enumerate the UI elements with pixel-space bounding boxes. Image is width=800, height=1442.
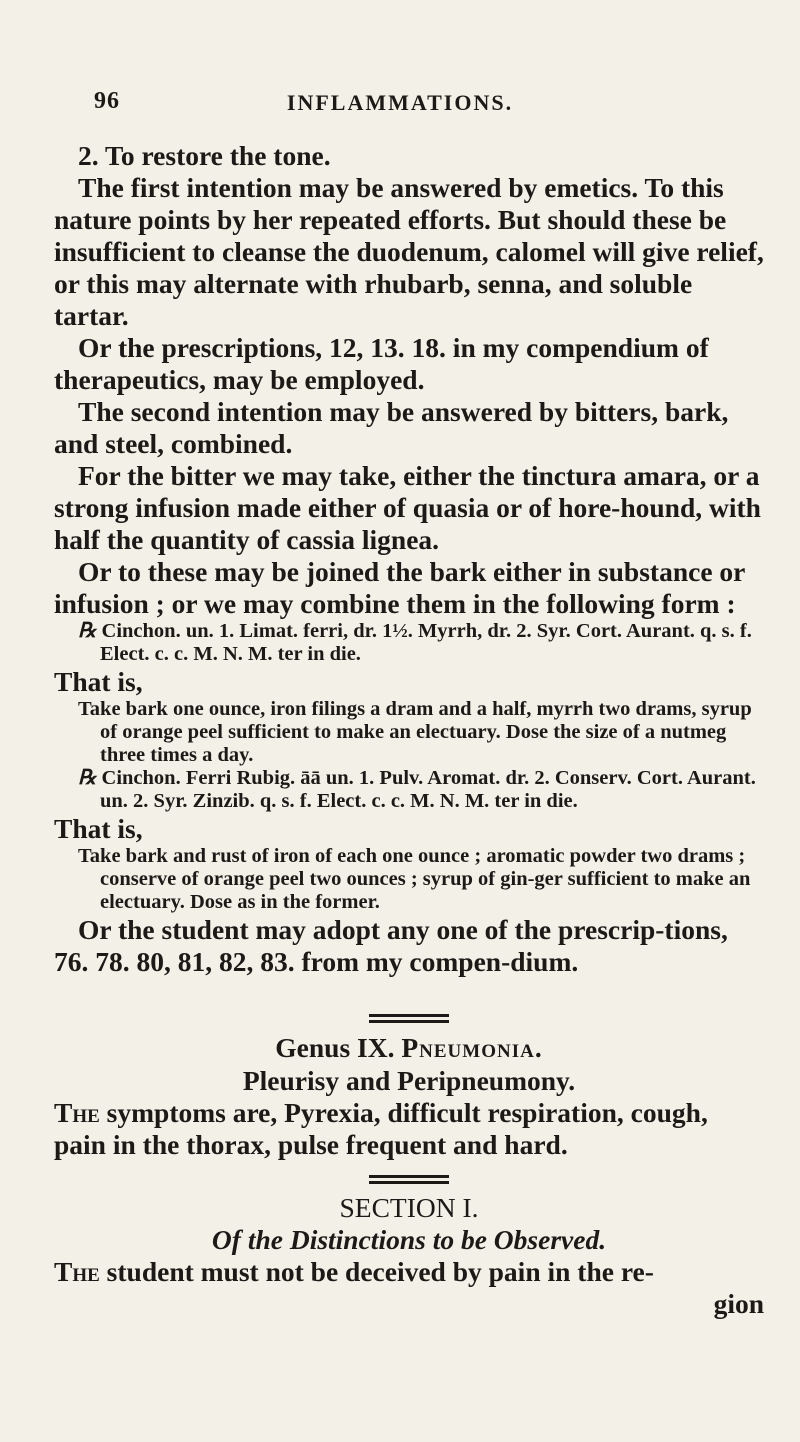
section-title: SECTION I. (339, 1192, 479, 1223)
that-is-label: That is, (54, 813, 143, 844)
genus-subtitle: Pleurisy and Peripneumony. (242, 1065, 576, 1096)
paragraph-prescriptions: Or the prescriptions, 12, 13. 18. in my compendium of therapeutics, may be employed. (54, 332, 709, 395)
paragraph-first-intention: The first intention may be answered by emetics. To this nature points by her repeated efforts. But should these be insufficient to cleanse the duodenum, calomel will give relief, or this may alternate with rhubarb, senna, and soluble tartar. (54, 172, 764, 331)
symptoms-lead-word: The (54, 1097, 100, 1128)
paragraph-bitter: For the bitter we may take, either the tinctura amara, or a strong infusion made either of quasia or of hore-hound, with half the quantity of cassia lignea. (54, 460, 761, 555)
last-text: student must not be deceived by pain in the re- (106, 1256, 654, 1287)
paragraph-last (54, 1256, 764, 1288)
running-head: INFLAMMATIONS. (286, 90, 514, 115)
recipe-two (78, 767, 764, 813)
genus-label: Genus IX. (275, 1032, 395, 1063)
recipe-one-translation: Take bark one ounce, iron filings a dram and a half, myrrh two drams, syrup of orange peel sufficient to make an electuary. Dose the size of a nutmeg three times a day. (78, 698, 752, 766)
page-header (0, 88, 800, 118)
paragraph-student-prescriptions: Or the student may adopt any one of the prescrip-tions, 76. 78. 80, 81, 82, 83. from my compen-dium. (54, 914, 728, 977)
symptoms-text: symptoms are, Pyrexia, difficult respiration, cough, pain in the thorax, pulse frequent and hard. (54, 1097, 708, 1160)
page-body (54, 140, 764, 1320)
divider-rule (369, 1014, 449, 1023)
divider-rule (369, 1175, 449, 1184)
recipe-one-text: Cinchon. un. 1. Limat. ferri, dr. 1½. Myrrh, dr. 2. Syr. Cort. Aurant. q. s. f. Elect. c. c. M. N. M. ter in die. (100, 620, 752, 665)
recipe-symbol: ℞ (78, 767, 97, 789)
that-is-label: That is, (54, 666, 143, 697)
paragraph-bark: Or to these may be joined the bark either in substance or infusion ; or we may combine them in the following form : (54, 556, 745, 619)
page-number: 96 (94, 88, 120, 114)
recipe-two-text: Cinchon. Ferri Rubig. āā un. 1. Pulv. Aromat. dr. 2. Conserv. Cort. Aurant. un. 2. Syr. Zinzib. q. s. f. Elect. c. c. M. N. M. ter in die. (100, 767, 756, 812)
paragraph-symptoms (54, 1097, 764, 1161)
last-lead-word: The (54, 1256, 100, 1287)
heading-restore-tone: 2. To restore the tone. (78, 140, 331, 171)
genus-heading (54, 1031, 764, 1065)
catchword: gion (713, 1288, 764, 1319)
section-subtitle: Of the Distinctions to be Observed. (211, 1224, 607, 1255)
recipe-two-translation: Take bark and rust of iron of each one ounce ; aromatic powder two drams ; conserve of orange peel two ounces ; syrup of gin-ger sufficient to make an electuary. Dose as in the former. (78, 845, 751, 913)
genus-name: Pneumonia. (401, 1032, 543, 1063)
recipe-symbol: ℞ (78, 620, 97, 642)
paragraph-second-intention: The second intention may be answered by bitters, bark, and steel, combined. (54, 396, 729, 459)
recipe-one (78, 620, 764, 666)
